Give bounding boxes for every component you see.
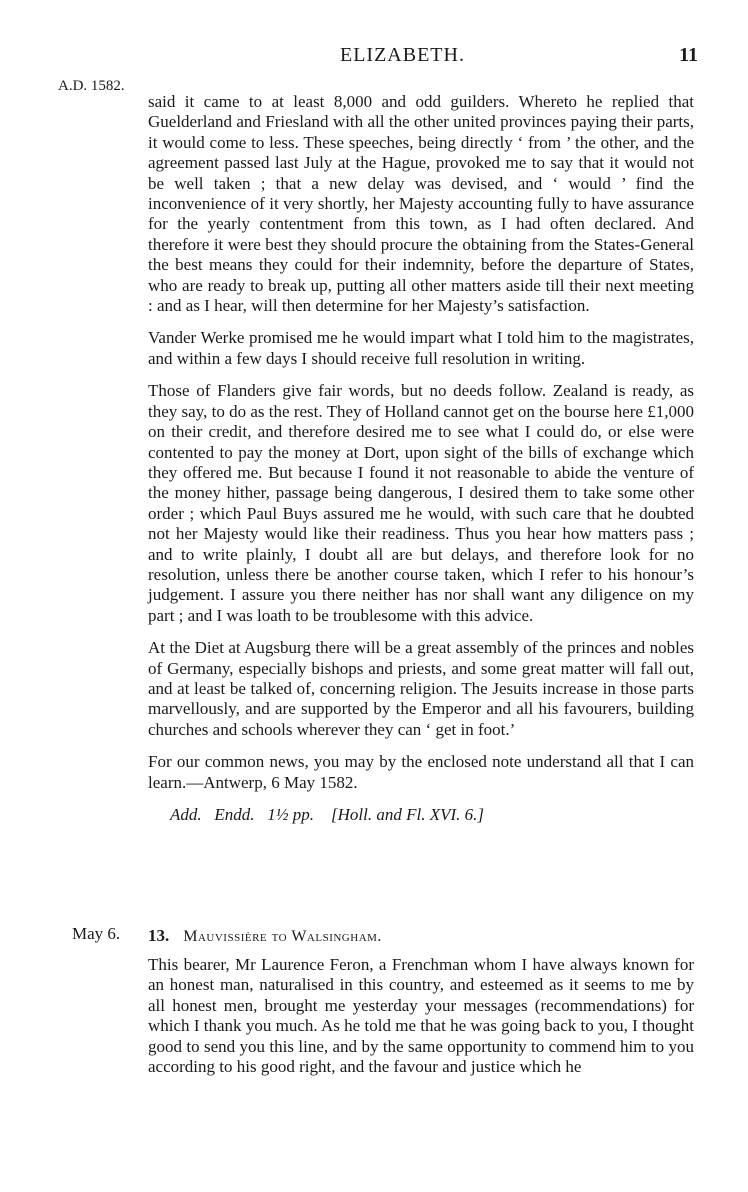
entry-heading <box>148 926 694 946</box>
margin-year: A.D. 1582. <box>58 78 125 94</box>
margin-entry-date: May 6. <box>72 924 121 943</box>
paragraph-2: Vander Werke promised me he would impart what I told him to the magistrates, and within a few days I should receive full resolution in writing. <box>148 328 694 368</box>
paragraph-1: said it came to at least 8,000 and odd guilders. Whereto he replied that Guelderland and Friesland with all the other united provinces paying their parts, it would come to less. These speeches, being directly ‘ from ’ the other, and the agreement passed last July at the Hague, provoked me to say that it would not be well taken ; that a new delay was devised, and ‘ would ’ find the inconvenience of it very shortly, her Majesty accounting fully to have assurance for the yearly contentment from this town, as I had often declared. And therefore it were best they should procure the obtaining from the States-General the best means they could for their indemnity, before the departure of States, who are ready to break up, putting all other matters aside till their next meeting : and as I hear, will then determine for her Majesty’s satisfaction. <box>148 92 694 316</box>
entry-body <box>148 955 694 1077</box>
paragraph-5: For our common news, you may by the enclosed note understand all that I can learn.—Antwerp, 6 May 1582. <box>148 752 694 792</box>
page-number: 11 <box>679 44 698 66</box>
running-head <box>0 44 748 68</box>
endorsement-pages: 1½ pp. <box>267 805 315 824</box>
entry-number: 13. <box>148 926 170 945</box>
endorsement-reference: [Holl. and Fl. XVI. 6.] <box>331 805 485 824</box>
endorsement-add: Add. <box>170 805 202 824</box>
entry-title: Mauvissière to Walsingham. <box>183 928 382 945</box>
endorsement-endd: Endd. <box>214 805 255 824</box>
letter-body <box>148 92 694 825</box>
paragraph-4: At the Diet at Augsburg there will be a great assembly of the princes and nobles of Germany, especially bishops and priests, and some great matter will fall out, and at least be talked of, concerning religion. The Jesuits increase in those parts marvellously, and are supported by the Emperor and all his favourers, building churches and schools wherever they can ‘ get in foot.’ <box>148 638 694 739</box>
endorsement-line <box>170 805 694 825</box>
entry-paragraph-1: This bearer, Mr Laurence Feron, a Frenchman whom I have always known for an honest man, naturalised in this country, and esteemed as it seems to me by all honest men, brought me yesterday your messages (recommendations) for which I thank you much. As he told me that he was going back to you, I thought good to send you this line, and by the same opportunity to commend him to you according to his good right, and the favour and justice which he <box>148 955 694 1077</box>
running-head-title: ELIZABETH. <box>340 44 465 66</box>
paragraph-3: Those of Flanders give fair words, but no deeds follow. Zealand is ready, as they say, to do as the rest. They of Holland cannot get on the bourse here £1,000 on their credit, and therefore desired me to see what I could do, or else were contented to pay the money at Dort, upon sight of the bills of exchange which they offered me. But because I found it not reasonable to abide the venture of the money hither, passage being dangerous, I desired them to take some other order ; which Paul Buys assured me he would, with such care that he doubted not her Majesty would like their readiness. Thus you hear how matters pass ; and to write plainly, I doubt all are but delays, and therefore look for no resolution, unless there be another course taken, which I refer to his honour’s judgement. I assure you there neither has nor shall want any diligence on my part ; and I was loath to be troublesome with this advice. <box>148 381 694 625</box>
